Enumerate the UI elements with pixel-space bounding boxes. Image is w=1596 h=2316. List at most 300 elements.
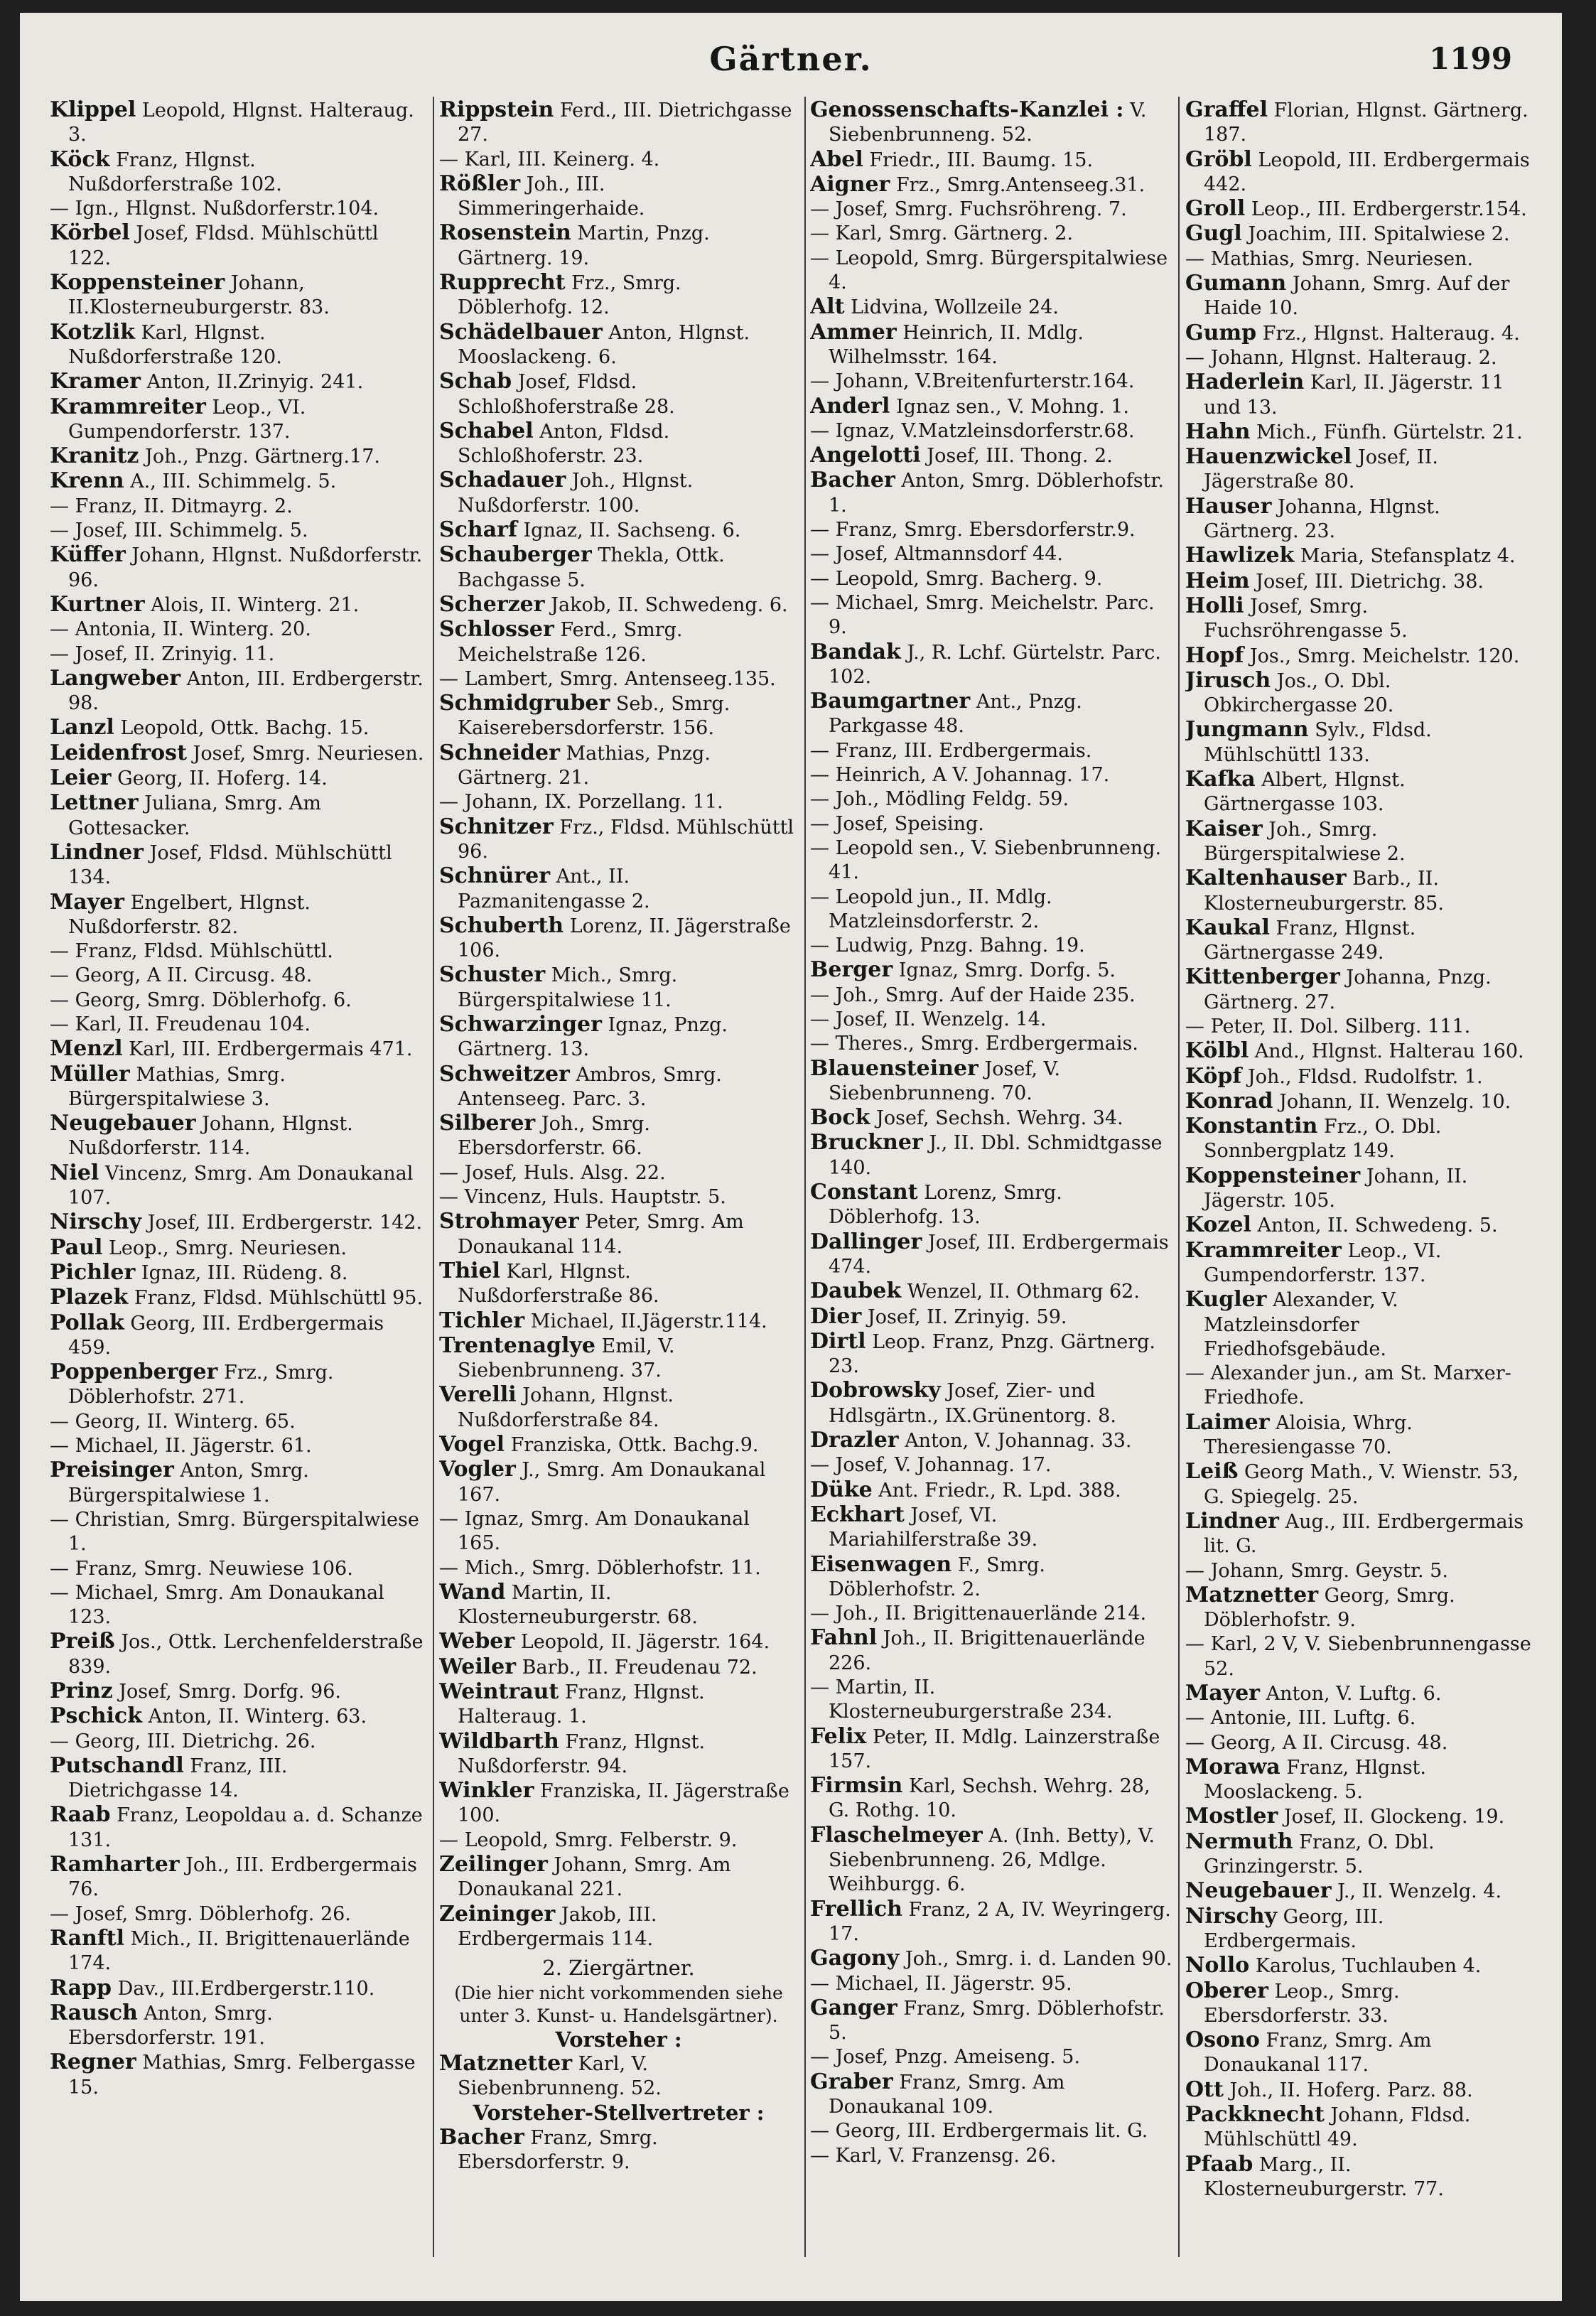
entry-details: — Heinrich, A V. Johannag. 17. <box>810 764 1110 787</box>
directory-entry <box>50 1730 426 1754</box>
entry-name: Neugebauer <box>1185 1878 1332 1904</box>
entry-details: Anton, Smrg. Bürgerspitalwiese 1. <box>68 1460 309 1507</box>
directory-entry <box>439 667 798 691</box>
directory-entry <box>439 914 798 964</box>
entry-name: Graber <box>810 2069 893 2094</box>
entry-details: Frz., Smrg.Antenseeg.31. <box>895 173 1145 196</box>
entry-name: Strohmayer <box>439 1209 579 1234</box>
entry-details: Joh., III. Simmeringerhaide. <box>458 173 645 220</box>
directory-entry <box>439 1383 798 1433</box>
directory-entry <box>50 1311 426 1361</box>
entry-name: Wildbarth <box>439 1728 559 1754</box>
directory-entry <box>810 1972 1172 1996</box>
entry-name: Köpf <box>1185 1063 1242 1089</box>
directory-entry <box>1185 1509 1541 1559</box>
entry-details: — Alexander jun., am St. Marxer-Friedhofe. <box>1185 1362 1511 1409</box>
directory-entry <box>50 1508 426 1557</box>
entry-details: — Johann, Hlgnst. Halteraug. 2. <box>1185 346 1497 369</box>
directory-entry <box>810 958 1172 983</box>
directory-entry <box>1185 1979 1541 2029</box>
entry-name: Eckhart <box>810 1502 905 1527</box>
entry-name: Ammer <box>810 319 897 345</box>
directory-entry <box>1185 594 1541 644</box>
entry-details: — Joh., Mödling Feldg. 59. <box>810 788 1069 811</box>
directory-entry <box>1185 420 1541 445</box>
entry-details: — Mich., Smrg. Döblerhofstr. 11. <box>439 1556 761 1579</box>
entry-details: Ignaz, II. Sachseng. 6. <box>523 519 741 542</box>
directory-entry <box>1185 222 1541 247</box>
entry-name: Nirschy <box>50 1210 142 1235</box>
entry-name: Neugebauer <box>50 1111 196 1136</box>
directory-entry <box>439 98 798 148</box>
entry-details: Georg, III. Erdbergermais 459. <box>68 1312 384 1359</box>
entry-name: Paul <box>50 1234 103 1260</box>
directory-entry <box>1185 346 1541 370</box>
entry-details: Anton, V. Johannag. 33. <box>905 1430 1132 1453</box>
entry-details: Heinrich, II. Mdlg. Wilhelmsstr. 164. <box>829 321 1084 368</box>
entry-name: Oberer <box>1185 1978 1268 2003</box>
entry-name: Nermuth <box>1185 1828 1293 1854</box>
directory-entry <box>810 443 1172 468</box>
directory-entry <box>810 1626 1172 1676</box>
entry-name: Tichler <box>439 1308 525 1333</box>
entry-details: Franz, III. Dietrichgasse 14. <box>68 1755 288 1802</box>
entry-details: Jos., Smrg. Meichelstr. 120. <box>1249 645 1520 667</box>
entry-details: — Michael, Smrg. Am Donaukanal 123. <box>50 1581 384 1629</box>
entry-name: Rausch <box>50 2000 138 2025</box>
entry-details: Johann, II. Wenzelg. 10. <box>1279 1090 1511 1113</box>
directory-entry <box>50 766 426 791</box>
directory-entry <box>50 1902 426 1927</box>
entry-details: Lidvina, Wollzeile 24. <box>851 296 1059 319</box>
directory-entry <box>50 1927 426 1976</box>
entry-name: Schlosser <box>439 617 554 642</box>
entry-details: Franziska, II. Jägerstraße 100. <box>458 1780 789 1827</box>
directory-entry <box>1185 148 1541 198</box>
entry-name: Regner <box>50 2050 136 2075</box>
directory-entry <box>439 468 798 518</box>
entry-details: Lorenz, II. Jägerstraße 106. <box>458 915 791 962</box>
directory-entry <box>1185 544 1541 569</box>
entry-name: Daubek <box>810 1278 902 1304</box>
directory-entry <box>810 222 1172 246</box>
entry-details: Wenzel, II. Othmarg 62. <box>907 1281 1140 1303</box>
directory-entry <box>810 1602 1172 1626</box>
directory-entry <box>50 1630 426 1679</box>
directory-entry <box>439 543 798 593</box>
directory-entry <box>50 98 426 148</box>
entry-name: Angelotti <box>810 443 921 468</box>
entry-name: Kurtner <box>50 591 145 617</box>
directory-entry <box>1185 569 1541 594</box>
entry-name: Graffel <box>1185 98 1268 122</box>
entry-details: — Georg, III. Erdbergermais lit. G. <box>810 2120 1148 2143</box>
directory-entry <box>1185 2153 1541 2202</box>
directory-entry <box>1185 271 1541 321</box>
directory-entry <box>810 542 1172 566</box>
entry-details: Karolus, Tuchlauben 4. <box>1255 1955 1482 1978</box>
entry-details: Josef, V. Siebenbrunneng. 70. <box>829 1057 1060 1104</box>
directory-entry <box>439 1111 798 1161</box>
entry-name: Dier <box>810 1303 862 1329</box>
entry-details: — Lambert, Smrg. Antenseeg.135. <box>439 667 776 690</box>
directory-entry <box>1185 1731 1541 1755</box>
entry-details: Ignaz, Smrg. Dorfg. 5. <box>898 959 1116 982</box>
entry-details: Aloisia, Whrg. Theresiengasse 70. <box>1204 1411 1413 1459</box>
stellvertreter-heading: Vorsteher-Stellvertreter : <box>473 2101 765 2126</box>
entry-details: — Josef, Pnzg. Ameiseng. 5. <box>810 2046 1081 2069</box>
vorsteher-entry <box>439 2052 798 2101</box>
entry-name: Gugl <box>1185 221 1242 247</box>
entry-name: Preiß <box>50 1629 115 1654</box>
entry-details: Seb., Smrg. Kaiserebersdorferstr. 156. <box>458 693 730 740</box>
entry-details: — Michael, II. Jägerstr. 61. <box>50 1435 312 1458</box>
entry-details: — Karl, Smrg. Gärtnerg. 2. <box>810 222 1073 245</box>
entry-name: Krenn <box>50 468 124 494</box>
entry-details: — Ignaz, Smrg. Am Donaukanal 165. <box>439 1507 750 1555</box>
section-title: 2. Ziergärtner. <box>542 1956 695 1981</box>
entry-details: — Josef, Huls. Alsg. 22. <box>439 1161 666 1184</box>
entry-name: Ramharter <box>50 1852 180 1878</box>
directory-entry <box>50 1210 426 1235</box>
entry-name: Schuster <box>439 962 546 988</box>
directory-entry <box>50 1458 426 1508</box>
entry-name: Dobrowsky <box>810 1378 941 1404</box>
directory-entry <box>439 741 798 791</box>
entry-details: Franz, Hlgnst. Halteraug. 1. <box>458 1681 705 1728</box>
entry-name: Matznetter <box>439 2050 573 2076</box>
entry-details: — Martin, II. Klosterneuburgerstraße 234. <box>810 1676 1113 1723</box>
entry-details: Johann, Fldsd. Mühlschüttl 49. <box>1204 2104 1471 2151</box>
entry-name: Krammreiter <box>50 394 206 419</box>
entry-details: — Josef, Speising. <box>810 812 984 835</box>
entry-details: — Georg, II. Winterg. 65. <box>50 1410 296 1433</box>
entry-name: Kaukal <box>1185 915 1270 940</box>
entry-details: Leop., VI. Gumpendorferstr. 137. <box>68 396 306 443</box>
entry-name: Schauberger <box>439 542 592 568</box>
directory-entry <box>439 1185 798 1210</box>
entry-name: Zeilinger <box>439 1852 548 1878</box>
entry-details: Josef, III. Erdbergermais 474. <box>829 1231 1169 1278</box>
directory-entry <box>439 148 798 172</box>
directory-entry <box>1185 98 1541 148</box>
directory-entry <box>1185 965 1541 1015</box>
entry-name: Prinz <box>50 1679 113 1703</box>
directory-entry <box>810 812 1172 836</box>
directory-entry <box>50 495 426 519</box>
directory-entry <box>810 1503 1172 1553</box>
directory-entry <box>50 618 426 642</box>
entry-name: Nirschy <box>1185 1903 1278 1929</box>
entry-details: Joh., II. Hoferg. Parz. 88. <box>1229 2079 1473 2101</box>
entry-name: Osono <box>1185 2027 1260 2053</box>
directory-entry <box>50 1557 426 1581</box>
entry-details: Anton, II. Schwedeng. 5. <box>1257 1214 1498 1237</box>
entry-details: Josef, Smrg. Dorfg. 96. <box>119 1681 341 1703</box>
directory-entry <box>1185 321 1541 346</box>
entry-details: Anton, Hlgnst. Mooslackeng. 6. <box>458 321 750 368</box>
entry-details: Franz, 2 A, IV. Weyringerg. 17. <box>829 1898 1171 1945</box>
entry-details: J., Smrg. Am Donaukanal 167. <box>458 1459 766 1506</box>
entry-details: Ambros, Smrg. Antenseeg. Parc. 3. <box>458 1063 722 1110</box>
directory-entry <box>50 2001 426 2051</box>
entry-details: Josef, III. Dietrichg. 38. <box>1256 570 1484 593</box>
entry-name: Abel <box>810 146 863 172</box>
directory-entry <box>50 2050 426 2100</box>
entry-details: J., R. Lchf. Gürtelstr. Parc. 102. <box>829 641 1161 688</box>
entry-name: Bruckner <box>810 1130 923 1156</box>
directory-entry <box>439 691 798 741</box>
entry-details: Juliana, Smrg. Am Gottesacker. <box>68 792 321 839</box>
column-divider <box>1178 97 1180 2257</box>
directory-entry <box>810 1553 1172 1603</box>
directory-entry <box>810 148 1172 173</box>
entry-name: Kaiser <box>1185 816 1263 841</box>
entry-details: Frz., Smrg. Döblerhofstr. 271. <box>68 1362 334 1409</box>
directory-entry <box>439 864 798 914</box>
directory-entry <box>439 1902 798 1952</box>
directory-entry <box>1185 445 1541 495</box>
entry-details: — Theres., Smrg. Erdbergermais. <box>810 1033 1138 1055</box>
entry-details: — Mathias, Smrg. Neuriesen. <box>1185 247 1474 270</box>
entry-name: Koppensteiner <box>50 270 225 296</box>
entry-details: Jakob, III. Erdbergermais 114. <box>458 1903 657 1950</box>
entry-details: Johann, Smrg. Am Donaukanal 221. <box>458 1854 731 1901</box>
entry-details: Joh., Fldsd. Rudolfstr. 1. <box>1247 1065 1483 1088</box>
directory-entry <box>50 989 426 1013</box>
entry-details: Johanna, Hlgnst. Gärtnerg. 23. <box>1204 495 1440 543</box>
entry-details: Vincenz, Smrg. Am Donaukanal 107. <box>68 1162 414 1210</box>
entry-name: Köck <box>50 146 110 172</box>
entry-name: Schadauer <box>439 468 566 493</box>
entry-name: Preisinger <box>50 1458 174 1483</box>
directory-entry <box>1185 1164 1541 1214</box>
entry-details: Josef, VI. Mariahilferstraße 39. <box>829 1504 1038 1551</box>
entry-name: Wand <box>439 1579 506 1605</box>
entry-details: — Johann, Smrg. Geystr. 5. <box>1185 1559 1448 1582</box>
entry-name: Rippstein <box>439 98 554 122</box>
entry-details: — Christian, Smrg. Bürgerspitalwiese 1. <box>50 1508 419 1556</box>
entry-name: Poppenberger <box>50 1359 218 1385</box>
directory-entry <box>1185 866 1541 916</box>
directory-entry <box>50 1111 426 1161</box>
entry-name: Schmidgruber <box>439 691 610 716</box>
entry-name: Niel <box>50 1160 99 1185</box>
entry-details: — Franz, Smrg. Neuwiese 106. <box>50 1557 353 1580</box>
section-note: (Die hier nicht vorkommenden siehe unter 3. Kunst- u. Handelsgärtner). <box>454 1982 783 2026</box>
entry-details: Alois, II. Winterg. 21. <box>151 593 360 616</box>
entry-details: Josef, Zier- und Hdlsgärtn., IX.Grünentorg. 8. <box>829 1380 1116 1427</box>
directory-entry <box>439 271 798 321</box>
entry-details: Leop., VI. Gumpendorferstr. 137. <box>1204 1239 1442 1286</box>
entry-details: Mathias, Pnzg. Gärtnerg. 21. <box>458 742 711 790</box>
directory-entry <box>439 518 798 543</box>
entry-name: Blauensteiner <box>810 1055 978 1081</box>
directory-entry <box>439 963 798 1013</box>
directory-entry <box>810 689 1172 739</box>
directory-entry <box>1185 1114 1541 1164</box>
entry-name: Klippel <box>50 98 136 122</box>
entry-name: Packknecht <box>1185 2102 1325 2128</box>
directory-entry <box>1185 2103 1541 2153</box>
entry-details: — Franz, II. Ditmayrg. 2. <box>50 495 293 517</box>
entry-details: F., Smrg. Döblerhofstr. 2. <box>829 1553 1045 1600</box>
directory-entry <box>50 741 426 766</box>
entry-details: Ignaz, Pnzg. Gärtnerg. 13. <box>458 1013 728 1061</box>
directory-entry <box>50 271 426 321</box>
entry-name: Schuberth <box>439 912 564 938</box>
entry-name: Schnitzer <box>439 814 554 839</box>
directory-entry <box>439 1458 798 1507</box>
directory-entry <box>1185 916 1541 966</box>
entry-name: Pichler <box>50 1259 136 1285</box>
directory-entry <box>439 1507 798 1556</box>
directory-entry <box>50 1286 426 1310</box>
entry-details: Leopold, II. Jägerstr. 164. <box>520 1631 770 1654</box>
directory-entry <box>1185 495 1541 544</box>
directory-entry <box>50 1037 426 1062</box>
directory-entry <box>439 1630 798 1654</box>
directory-entry <box>50 1679 426 1704</box>
entry-name: Ott <box>1185 2077 1224 2102</box>
entry-name: Küffer <box>50 542 126 568</box>
directory-entry <box>810 370 1172 394</box>
entry-name: Lindner <box>50 839 144 865</box>
directory-entry <box>810 1180 1172 1230</box>
entry-details: Josef, III. Erdbergerstr. 142. <box>147 1212 423 1234</box>
directory-entry <box>50 370 426 394</box>
directory-entry <box>1185 1213 1541 1238</box>
entry-details: — Ign., Hlgnst. Nußdorferstr.104. <box>50 198 379 220</box>
directory-entry <box>810 1305 1172 1330</box>
entry-name: Hauser <box>1185 493 1272 519</box>
entry-details: Barb., II. Klosterneuburgerstr. 85. <box>1204 868 1444 915</box>
entry-name: Scharf <box>439 517 517 543</box>
entry-details: Anton, Smrg. Ebersdorferstr. 191. <box>68 2002 273 2050</box>
directory-entry <box>50 1410 426 1434</box>
directory-entry <box>50 519 426 543</box>
directory-entry <box>439 1655 798 1680</box>
directory-entry <box>50 964 426 988</box>
directory-entry <box>810 1379 1172 1428</box>
entry-name: Weiler <box>439 1654 517 1679</box>
directory-entry <box>810 247 1172 296</box>
entry-name: Müller <box>50 1061 130 1087</box>
entry-name: Konstantin <box>1185 1114 1318 1139</box>
directory-entry <box>50 1754 426 1804</box>
entry-name: Anderl <box>810 393 890 419</box>
entry-details: Leopold, Ottk. Bachg. 15. <box>120 717 370 740</box>
entry-details: — Georg, A II. Circusg. 48. <box>50 964 313 987</box>
entry-details: Franz, Smrg. Am Donaukanal 117. <box>1204 2030 1432 2077</box>
entry-details: Johann, Hlgnst. Nußdorferstraße 84. <box>458 1384 674 1431</box>
directory-entry <box>50 197 426 221</box>
directory-entry <box>1185 370 1541 420</box>
entry-name: Silberer <box>439 1111 536 1136</box>
entry-name: Krammreiter <box>1185 1237 1342 1263</box>
column-2-entries <box>439 98 798 1951</box>
entry-details: Georg, III. Erdbergermais. <box>1204 1905 1384 1952</box>
directory-entry <box>50 148 426 198</box>
entry-details: Franz, Hlgnst. Nußdorferstraße 102. <box>68 149 282 195</box>
entry-name: Rupprecht <box>439 270 566 296</box>
entry-name: Schwarzinger <box>439 1011 602 1037</box>
page-header <box>20 40 1562 90</box>
directory-entry <box>439 618 798 667</box>
entry-details: Georg Math., V. Wienstr. 53, G. Spiegelg. 25. <box>1204 1461 1519 1508</box>
directory-entry <box>439 321 798 370</box>
entry-details: Franz, Smrg. Ebersdorferstr. 9. <box>458 2126 658 2174</box>
directory-entry <box>1185 1362 1541 1411</box>
entry-details: — Vincenz, Huls. Hauptstr. 5. <box>439 1186 726 1209</box>
entry-details: Leopold, Hlgnst. Halteraug. 3. <box>68 99 414 146</box>
entry-details: Josef, Smrg. Neuriesen. <box>193 742 424 765</box>
entry-details: — Josef, V. Johannag. 17. <box>810 1454 1052 1477</box>
entry-details: Martin, II. Klosterneuburgerstr. 68. <box>458 1581 698 1629</box>
directory-entry <box>1185 1879 1541 1904</box>
entry-details: Mathias, Smrg. Felbergasse 15. <box>68 2052 416 2099</box>
entry-details: — Georg, Smrg. Döblerhofg. 6. <box>50 989 352 1011</box>
directory-entry <box>810 98 1172 148</box>
directory-entry <box>50 395 426 445</box>
directory-entry <box>439 1853 798 1902</box>
directory-entry <box>810 1106 1172 1131</box>
directory-entry <box>50 1261 426 1286</box>
directory-entry <box>1185 1089 1541 1114</box>
entry-name: Vogel <box>439 1432 505 1458</box>
column-1 <box>50 98 426 2266</box>
directory-entry <box>810 468 1172 518</box>
entry-details: Joh., Smrg. Bürgerspitalwiese 2. <box>1204 818 1406 865</box>
entry-details: — Josef, Altmannsdorf 44. <box>810 543 1063 566</box>
entry-name: Gump <box>1185 320 1257 345</box>
entry-details: — Johann, IX. Porzellang. 11. <box>439 791 723 814</box>
entry-details: Maria, Stefansplatz 4. <box>1300 545 1516 568</box>
entry-name: Thiel <box>439 1258 501 1283</box>
directory-entry <box>810 2070 1172 2120</box>
directory-entry <box>1185 767 1541 817</box>
entry-details: — Josef, III. Schimmelg. 5. <box>50 519 308 542</box>
entry-name: Körbel <box>50 220 130 246</box>
entry-details: — Leopold, Smrg. Felberstr. 9. <box>439 1828 738 1851</box>
entry-name: Matznetter <box>1185 1582 1319 1607</box>
entry-details: Franz, Smrg. Am Donaukanal 109. <box>829 2071 1065 2118</box>
entry-name: Mayer <box>1185 1681 1260 1706</box>
entry-name: Schneider <box>439 740 560 765</box>
entry-details: — Franz, Smrg. Ebersdorferstr.9. <box>810 519 1136 542</box>
entry-details: — Josef, Smrg. Döblerhofg. 26. <box>50 1902 351 1925</box>
entry-name: Jungmann <box>1185 717 1309 743</box>
entry-details: Franz, Hlgnst. Mooslackeng. 5. <box>1204 1756 1426 1804</box>
entry-details: Johann, II. Jägerstr. 105. <box>1204 1165 1468 1212</box>
entry-details: Georg, II. Hoferg. 14. <box>117 767 328 790</box>
entry-details: — Leopold jun., II. Mdlg. Matzleinsdorferstr. 2. <box>810 885 1052 932</box>
entry-details: Joachim, III. Spitalwiese 2. <box>1248 223 1510 246</box>
entry-name: Hauenzwickel <box>1185 444 1352 470</box>
entry-details: Friedr., III. Baumg. 15. <box>869 149 1094 171</box>
directory-entry <box>810 591 1172 640</box>
directory-entry <box>810 836 1172 885</box>
directory-entry <box>50 1976 426 2001</box>
entry-name: Verelli <box>439 1382 517 1408</box>
entry-details: V. Siebenbrunneng. 52. <box>829 99 1147 146</box>
directory-entry <box>810 2045 1172 2069</box>
entry-details: J., II. Dbl. Schmidtgasse 140. <box>829 1132 1163 1179</box>
entry-name: Bacher <box>439 2124 524 2150</box>
entry-details: Ferd., Smrg. Meichelstraße 126. <box>458 619 683 666</box>
entry-details: — Peter, II. Dol. Silberg. 111. <box>1185 1015 1471 1038</box>
entry-details: — Antonia, II. Winterg. 20. <box>50 618 311 641</box>
